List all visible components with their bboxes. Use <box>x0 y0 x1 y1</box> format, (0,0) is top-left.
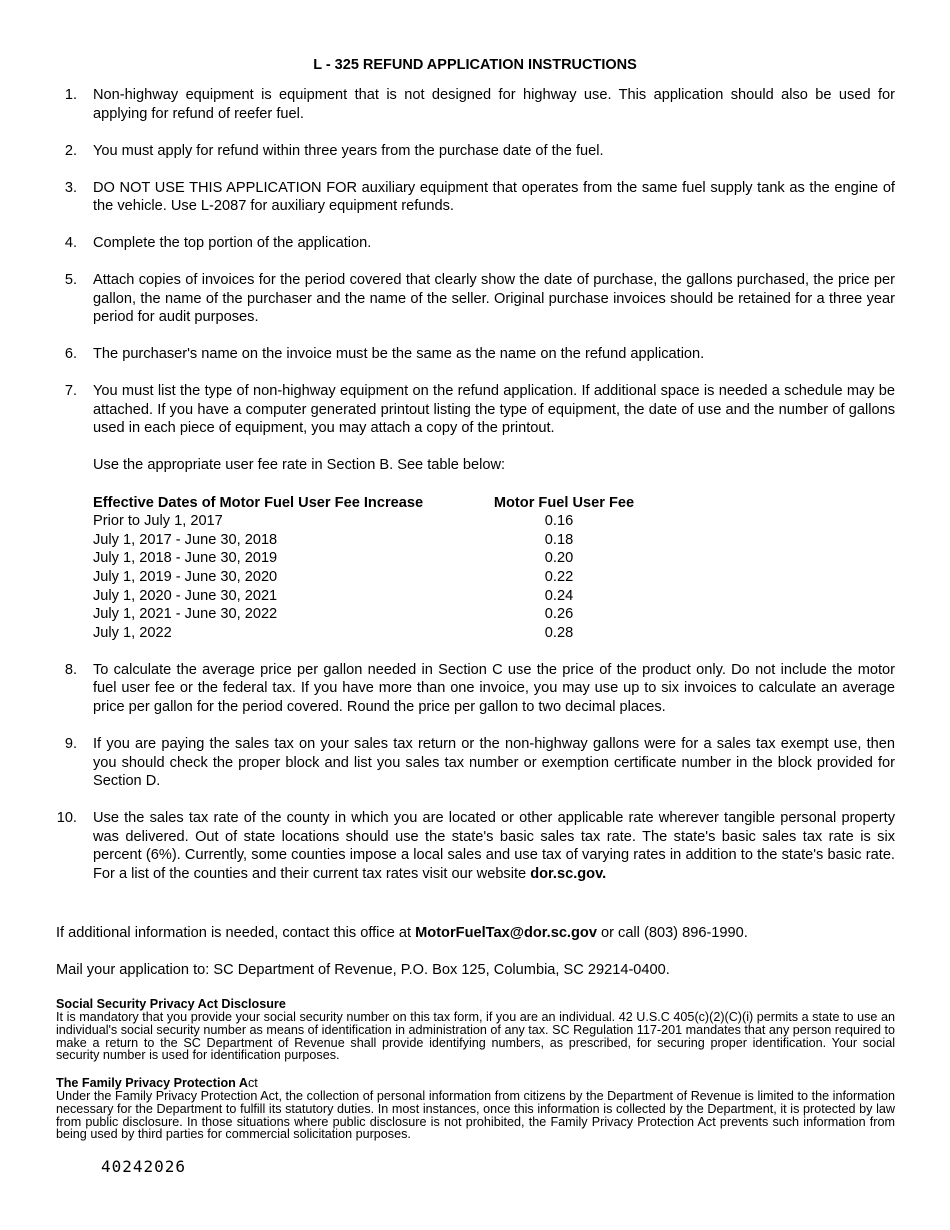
form-number: 40242026 <box>101 1157 187 1176</box>
contact-prefix: If additional information is needed, contact this office at <box>56 925 416 941</box>
item-text: DO NOT USE THIS APPLICATION FOR auxiliary equipment that operates from the same fuel supply tank as the engine of the vehicle. Use L-2087 for auxiliary equipment refunds. <box>93 179 895 215</box>
fee-period: July 1, 2017 - June 30, 2018 <box>93 531 278 548</box>
item-number: 7. <box>64 383 77 400</box>
item-number: 6. <box>64 346 77 363</box>
table-row <box>93 531 644 550</box>
instruction-item-6 <box>0 345 950 364</box>
instruction-item-7 <box>0 382 950 438</box>
item-number: 2. <box>64 142 77 159</box>
fee-period: July 1, 2022 <box>93 624 172 641</box>
family-privacy-disclosure <box>56 1076 895 1141</box>
fee-table-header <box>93 494 644 513</box>
fee-value: 0.16 <box>544 513 574 530</box>
family-privacy-heading <box>56 1076 895 1090</box>
table-row <box>93 549 644 568</box>
item-text: The purchaser's name on the invoice must be the same as the name on the refund application. <box>93 346 705 363</box>
item-text: Attach copies of invoices for the period covered that clearly show the date of purchase, the gallons purchased, the price per gallon, the name of the purchaser and the name of the seller. Original purchase invoices should be retained for a three year period for audit purposes. <box>93 272 895 326</box>
item-number: 1. <box>64 87 77 103</box>
instruction-item-3 <box>0 179 950 216</box>
contact-info <box>56 925 916 941</box>
instruction-item-2 <box>0 142 950 161</box>
website-link[interactable]: dor.sc.gov. <box>530 865 607 882</box>
item-number: 8. <box>64 661 77 678</box>
table-row <box>93 587 644 606</box>
fee-table-col-dates: Effective Dates of Motor Fuel User Fee Increase <box>93 494 424 511</box>
user-fee-table <box>93 494 644 643</box>
instruction-item-9 <box>0 735 950 791</box>
ssn-disclosure-heading: Social Security Privacy Act Disclosure <box>56 997 286 1011</box>
table-row <box>93 512 644 531</box>
item-text: If you are paying the sales tax on your sales tax return or the non-highway gallons were for a sales tax exempt use, then you should check the proper block and list you sales tax number or exemption certificate number in the block provided for Section D. <box>93 735 895 790</box>
mailing-address: Mail your application to: SC Department of Revenue, P.O. Box 125, Columbia, SC 29214-0400. <box>56 962 670 978</box>
instruction-item-1 <box>0 86 950 123</box>
item-text: To calculate the average price per gallon needed in Section C use the price of the product only. Do not include the motor fuel user fee or the federal tax. If you have more than one invoice, you may use up to six invoices to calculate an average price per gallon for the period covered. Round the price per gallon to two decimal places. <box>93 661 895 715</box>
item-text-main: Use the sales tax rate of the county in which you are located or other applicable rate wherever tangible personal property was delivered. Out of state locations should use the state's basic sales tax rate. The state's basic sales tax rate is six percent (6%). Currently, some counties impose a local sales and use tax of varying rates in addition to the state's basic rate. For a list of the counties and their current tax rates visit our website <box>93 810 895 882</box>
instruction-item-5 <box>0 271 950 327</box>
instruction-list <box>0 86 950 902</box>
fee-value: 0.28 <box>544 624 574 641</box>
instruction-item-10 <box>0 809 950 883</box>
fee-period: July 1, 2020 - June 30, 2021 <box>93 587 278 604</box>
fee-value: 0.18 <box>544 531 574 548</box>
item-text: Complete the top portion of the application. <box>93 235 372 252</box>
item-number: 5. <box>64 272 77 289</box>
family-privacy-body: Under the Family Privacy Protection Act, the collection of personal information from citizens by the Department of Revenue is limited to the information necessary for the Department to fulfill its statutory duties. In most instances, once this information is collected by the Department, it is protected by law from public disclosure. In those situations where public disclosure is not prohibited, the Family Privacy Protection Act prevents such information from being used by third parties for commercial solicitation purposes. <box>56 1089 895 1142</box>
fee-period: Prior to July 1, 2017 <box>93 513 223 530</box>
instruction-item-8 <box>0 661 950 717</box>
item-text: You must apply for refund within three years from the purchase date of the fuel. <box>93 142 604 159</box>
table-row <box>93 605 644 624</box>
table-row <box>93 624 644 643</box>
fee-value: 0.26 <box>544 606 574 623</box>
item-text <box>93 809 895 883</box>
fee-value: 0.22 <box>544 569 574 586</box>
page-title: L - 325 REFUND APPLICATION INSTRUCTIONS <box>313 57 637 73</box>
fee-table-intro: Use the appropriate user fee rate in Section B. See table below: <box>93 457 506 474</box>
fee-period: July 1, 2019 - June 30, 2020 <box>93 569 278 586</box>
fee-value: 0.24 <box>544 587 574 604</box>
instruction-item-4 <box>0 234 950 253</box>
ssn-privacy-disclosure <box>56 997 895 1062</box>
fee-table-col-fee: Motor Fuel User Fee <box>493 494 635 511</box>
item-number: 3. <box>64 179 77 196</box>
item-number: 10. <box>56 810 77 827</box>
contact-email[interactable]: MotorFuelTax@dor.sc.gov <box>415 925 597 941</box>
item-number: 9. <box>64 735 77 752</box>
item-text: You must list the type of non-highway equipment on the refund application. If additional space is needed a schedule may be attached. If you have a computer generated printout listing the type of equipment, the date of use and the number of gallons used in each piece of equipment, you may attach a copy of the printout. <box>93 383 895 437</box>
fee-period: July 1, 2018 - June 30, 2019 <box>93 550 278 567</box>
item-text: Non-highway equipment is equipment that is not designed for highway use. This application should also be used for applying for refund of reefer fuel. <box>93 87 895 122</box>
family-privacy-heading-bold: The Family Privacy Protection A <box>56 1076 248 1090</box>
table-row <box>93 568 644 587</box>
item-number: 4. <box>64 235 77 252</box>
contact-suffix: or call (803) 896-1990. <box>596 925 748 941</box>
family-privacy-heading-tail: ct <box>248 1076 258 1090</box>
ssn-disclosure-body: It is mandatory that you provide your social security number on this tax form, if you are an individual. 42 U.S.C 405(c)(2)(C)(i) permits a state to use an individual's social security number as means of identification in administration of any tax. SC Regulation 117-201 mandates that any person required to make a return to the SC Department of Revenue shall provide identifying numbers, as prescribed, for securing proper identification. Your social security number is used for identification purposes. <box>56 1010 895 1063</box>
fee-value: 0.20 <box>544 550 574 567</box>
fee-period: July 1, 2021 - June 30, 2022 <box>93 606 278 623</box>
